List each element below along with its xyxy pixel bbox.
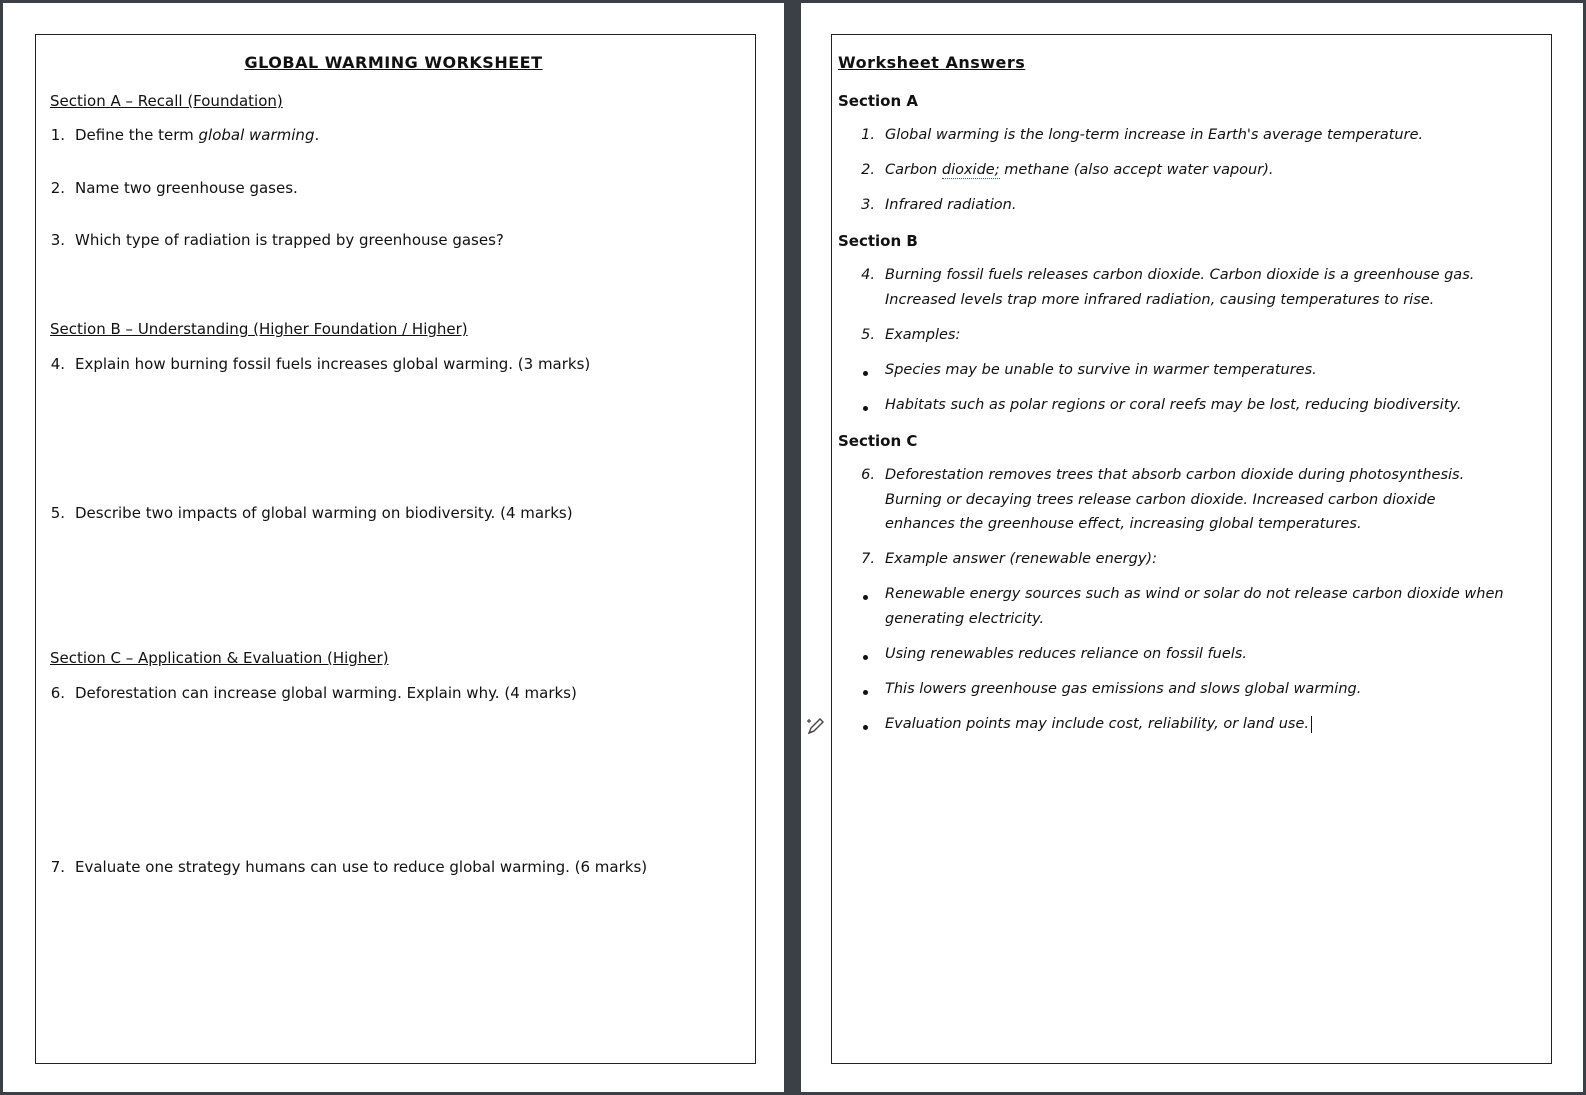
question-number: 4. (50, 355, 65, 373)
answers-page[interactable] (801, 3, 1583, 1092)
answer-7-bullet-3: This lowers greenhouse gas emissions and slows global warming. (885, 681, 1362, 697)
question-text: Describe two impacts of global warming on biodiversity. (4 marks) (75, 504, 573, 522)
question-number: 2. (50, 179, 65, 197)
answer-5-bullet-1: Species may be unable to survive in warmer temperatures. (885, 362, 1317, 378)
answer-3 (853, 193, 1503, 218)
question-term: global warming (198, 126, 315, 144)
bullet (863, 595, 868, 600)
question-text: Explain how burning fossil fuels increases global warming. (3 marks) (75, 355, 591, 373)
answer-text: Global warming is the long-term increase in Earth's average temperature. (885, 127, 1424, 143)
answer-number: 6. (861, 467, 875, 483)
question-2 (43, 178, 298, 198)
question-1 (43, 125, 319, 145)
worksheet-page[interactable] (3, 3, 784, 1092)
question-number: 7. (50, 858, 65, 876)
question-7 (43, 857, 647, 877)
answer-7-bullet-2: Using renewables reduces reliance on fossil fuels. (885, 646, 1247, 662)
answer-number: 7. (861, 551, 875, 567)
bullet (863, 725, 868, 730)
answer-text: Burning fossil fuels releases carbon dioxide. Carbon dioxide is a greenhouse gas. Increased levels trap more infrared radiation, causing temperatures to rise. (885, 267, 1475, 308)
answer-4 (853, 263, 1503, 313)
bullet (863, 371, 868, 376)
answer-5 (853, 323, 1503, 348)
question-text: Name two greenhouse gases. (75, 179, 298, 197)
spelling-flag[interactable]: dioxide; (941, 162, 1000, 178)
worksheet-title: GLOBAL WARMING WORKSHEET (244, 53, 543, 72)
answer-text: Evaluation points may include cost, reliability, or land use. (885, 716, 1310, 732)
section-b-heading: Section B – Understanding (Higher Foundation / Higher) (50, 320, 468, 338)
question-number: 1. (50, 126, 65, 144)
answer-2 (853, 158, 1503, 183)
answers-section-a: Section A (838, 92, 918, 110)
question-text: Evaluate one strategy humans can use to reduce global warming. (6 marks) (75, 858, 648, 876)
question-text: Define the term (75, 126, 199, 144)
answer-text: methane (also accept water vapour). (999, 162, 1274, 178)
question-3 (43, 230, 504, 250)
answer-7 (853, 547, 1503, 572)
question-number: 6. (50, 684, 65, 702)
pen-cursor-icon (805, 715, 827, 737)
answers-title: Worksheet Answers (838, 53, 1026, 72)
bullet (863, 690, 868, 695)
answer-number: 1. (861, 127, 875, 143)
answer-7-bullet-1: Renewable energy sources such as wind or solar do not release carbon dioxide when generating electricity. (885, 586, 1504, 627)
answers-section-c: Section C (838, 432, 918, 450)
answer-1 (853, 123, 1503, 148)
answer-7-bullet-4[interactable] (885, 712, 1312, 737)
answer-text: Carbon (885, 162, 942, 178)
bullet (863, 655, 868, 660)
question-text: Which type of radiation is trapped by greenhouse gases? (75, 231, 504, 249)
answer-number: 4. (861, 267, 875, 283)
answer-text: Examples: (885, 327, 961, 343)
question-punct: . (314, 126, 320, 144)
answer-text: Deforestation removes trees that absorb carbon dioxide during photosynthesis. Burning or decaying trees release carbon dioxide. Increased carbon dioxide enhances the greenhouse effect, increasing global temperatures. (885, 467, 1465, 532)
question-6 (43, 683, 577, 703)
answer-5-bullet-2: Habitats such as polar regions or coral reefs may be lost, reducing biodiversity. (885, 397, 1462, 413)
answer-number: 3. (861, 197, 875, 213)
answer-text: Example answer (renewable energy): (885, 551, 1157, 567)
section-c-heading: Section C – Application & Evaluation (Higher) (50, 649, 389, 667)
question-text: Deforestation can increase global warming. Explain why. (4 marks) (75, 684, 577, 702)
answer-number: 5. (861, 327, 875, 343)
question-4 (43, 354, 590, 374)
answer-number: 2. (861, 162, 875, 178)
answers-section-b: Section B (838, 232, 918, 250)
question-number: 3. (50, 231, 65, 249)
answer-6 (853, 463, 1513, 537)
question-5 (43, 503, 573, 523)
section-a-heading: Section A – Recall (Foundation) (50, 92, 283, 110)
bullet (863, 406, 868, 411)
answer-text: Infrared radiation. (885, 197, 1017, 213)
text-cursor (1311, 716, 1312, 733)
question-number: 5. (50, 504, 65, 522)
